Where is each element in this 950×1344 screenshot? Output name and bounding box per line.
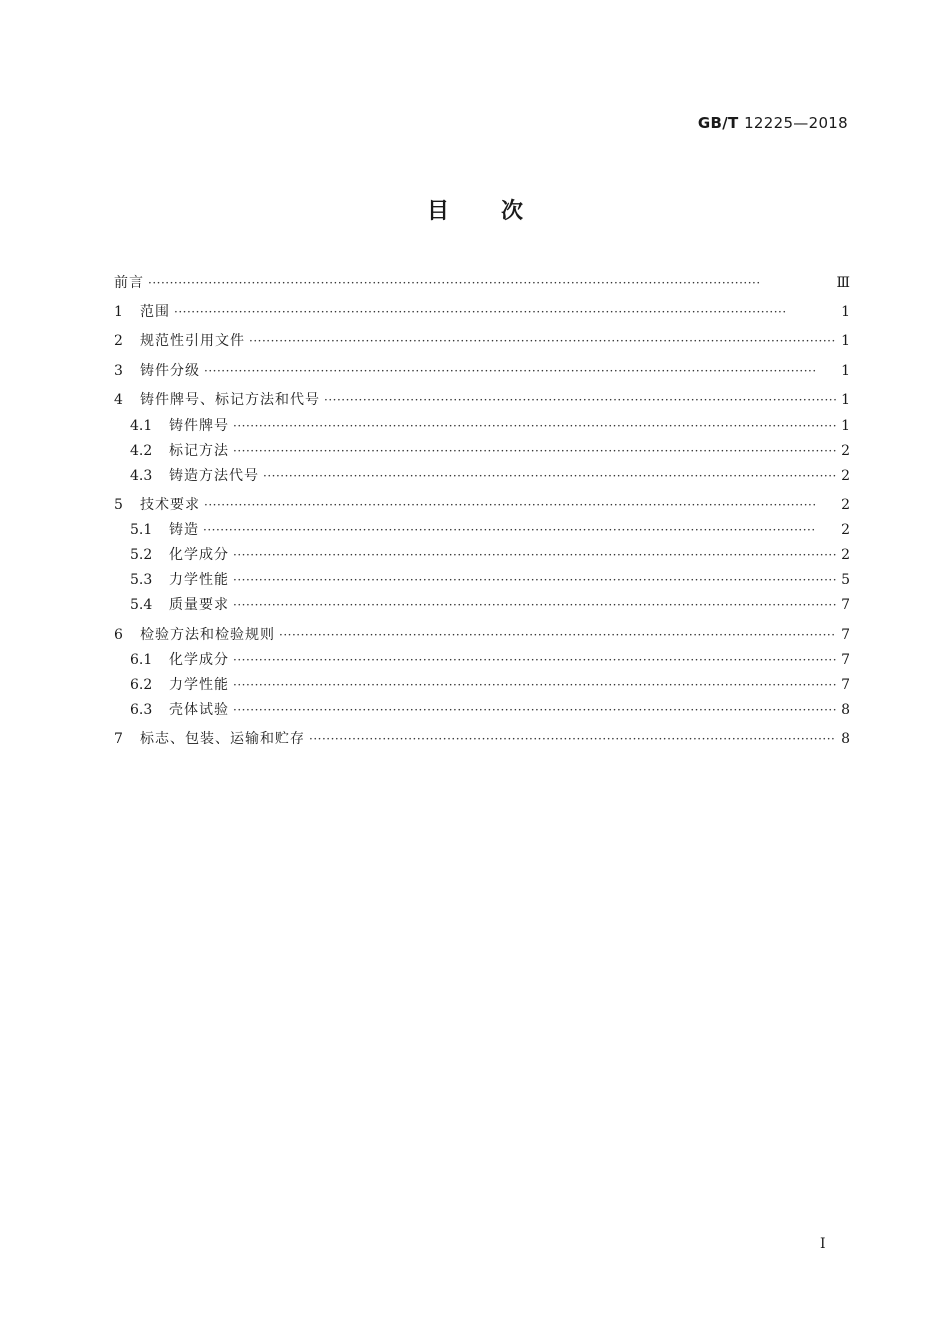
toc-leader xyxy=(279,622,836,648)
toc-leader xyxy=(309,726,836,752)
toc-entry-4-1[interactable] xyxy=(130,413,850,439)
toc-leader xyxy=(233,567,836,593)
toc-entry-label: 技术要求 xyxy=(140,497,200,513)
toc-entry-label: 前言 xyxy=(114,275,144,291)
toc-entry-label: 铸件分级 xyxy=(140,363,200,379)
toc-entry-6-3[interactable] xyxy=(130,697,850,723)
toc-entry-label: 力学性能 xyxy=(169,677,229,693)
toc-entry-number: 2 xyxy=(114,333,123,349)
toc-entry-5-3[interactable] xyxy=(130,567,850,593)
toc-entry-number: 6 xyxy=(114,627,123,643)
toc-entry-page: 1 xyxy=(841,363,850,379)
toc-entry-label: 铸件牌号 xyxy=(169,418,229,434)
standard-prefix: GB/T xyxy=(697,114,739,132)
toc-leader xyxy=(233,592,836,618)
toc-leader xyxy=(233,697,836,723)
toc-entry-number: 5.4 xyxy=(130,597,153,613)
toc-entry-number: 5.3 xyxy=(130,572,153,588)
toc-entry-label: 标志、包装、运输和贮存 xyxy=(140,731,305,747)
toc-entry-2[interactable] xyxy=(114,328,850,354)
toc-entry-5[interactable] xyxy=(114,492,850,518)
toc-entry-5-4[interactable] xyxy=(130,592,850,618)
toc-entry-page: 5 xyxy=(841,572,850,588)
toc-entry-page: 8 xyxy=(841,702,850,718)
toc-entry-page: 2 xyxy=(841,468,850,484)
toc-entry-page: 2 xyxy=(841,547,850,563)
toc-entry-number: 5 xyxy=(114,497,123,513)
toc-entry-label: 标记方法 xyxy=(169,443,229,459)
toc-entry-page: 7 xyxy=(841,652,850,668)
toc-entry-5-2[interactable] xyxy=(130,542,850,568)
toc-entry-page: 8 xyxy=(841,731,850,747)
toc-entry-page: 2 xyxy=(841,497,850,513)
toc-entry-4-3[interactable] xyxy=(130,463,850,489)
toc-entry-number: 4 xyxy=(114,392,123,408)
toc-entry-7[interactable] xyxy=(114,726,850,752)
toc-entry-label: 质量要求 xyxy=(169,597,229,613)
toc-entry-label: 铸造 xyxy=(169,522,199,538)
toc-entry-number: 6.1 xyxy=(130,652,153,668)
toc-leader xyxy=(263,463,836,489)
toc-entry-label: 范围 xyxy=(140,304,170,320)
toc-entry-label: 规范性引用文件 xyxy=(140,333,245,349)
standard-number: 12225—2018 xyxy=(744,114,848,132)
toc-leader xyxy=(233,413,836,439)
toc-entry-label: 铸件牌号、标记方法和代号 xyxy=(140,392,320,408)
toc-leader xyxy=(204,358,836,384)
toc-leader xyxy=(148,270,832,296)
toc-entry-page: 1 xyxy=(841,392,850,408)
toc-entry-label: 化学成分 xyxy=(169,652,229,668)
toc-entry-1[interactable] xyxy=(114,299,850,325)
toc-entry-6-1[interactable] xyxy=(130,647,850,673)
toc-entry-number: 4.1 xyxy=(130,418,153,434)
toc-entry-page: Ⅲ xyxy=(836,275,850,291)
toc-entry-6[interactable] xyxy=(114,622,850,648)
toc-leader xyxy=(324,387,836,413)
toc-leader xyxy=(204,492,836,518)
toc-entry-number: 5.1 xyxy=(130,522,153,538)
toc-entry-number: 7 xyxy=(114,731,123,747)
toc-entry-number: 6.2 xyxy=(130,677,153,693)
page-number: I xyxy=(820,1236,826,1252)
toc-leader xyxy=(233,672,836,698)
toc-entry-label: 检验方法和检验规则 xyxy=(140,627,275,643)
toc-entry-foreword[interactable] xyxy=(114,270,850,296)
toc-entry-page: 1 xyxy=(841,304,850,320)
toc-leader xyxy=(233,438,836,464)
toc-entry-number: 4.2 xyxy=(130,443,153,459)
toc-entry-page: 1 xyxy=(841,418,850,434)
standard-code xyxy=(698,114,848,132)
toc-entry-label: 化学成分 xyxy=(169,547,229,563)
toc-leader xyxy=(174,299,836,325)
toc-entry-number: 3 xyxy=(114,363,123,379)
toc-entry-page: 2 xyxy=(841,443,850,459)
toc-entry-number: 5.2 xyxy=(130,547,153,563)
toc-entry-label: 壳体试验 xyxy=(169,702,229,718)
toc-entry-page: 7 xyxy=(841,677,850,693)
toc-entry-4[interactable] xyxy=(114,387,850,413)
toc-leader xyxy=(233,647,836,673)
toc-leader xyxy=(203,517,836,543)
toc-entry-5-1[interactable] xyxy=(130,517,850,543)
page-title: 目次 xyxy=(426,199,575,224)
toc-entry-label: 力学性能 xyxy=(169,572,229,588)
toc-entry-page: 7 xyxy=(841,597,850,613)
toc-entry-number: 4.3 xyxy=(130,468,153,484)
toc-entry-page: 1 xyxy=(841,333,850,349)
toc-leader xyxy=(249,328,836,354)
toc-entry-3[interactable] xyxy=(114,358,850,384)
toc-leader xyxy=(233,542,836,568)
toc-entry-number: 6.3 xyxy=(130,702,153,718)
toc-entry-label: 铸造方法代号 xyxy=(169,468,259,484)
toc-entry-page: 7 xyxy=(841,627,850,643)
toc-entry-page: 2 xyxy=(841,522,850,538)
toc-entry-4-2[interactable] xyxy=(130,438,850,464)
toc-entry-6-2[interactable] xyxy=(130,672,850,698)
toc-entry-number: 1 xyxy=(114,304,123,320)
